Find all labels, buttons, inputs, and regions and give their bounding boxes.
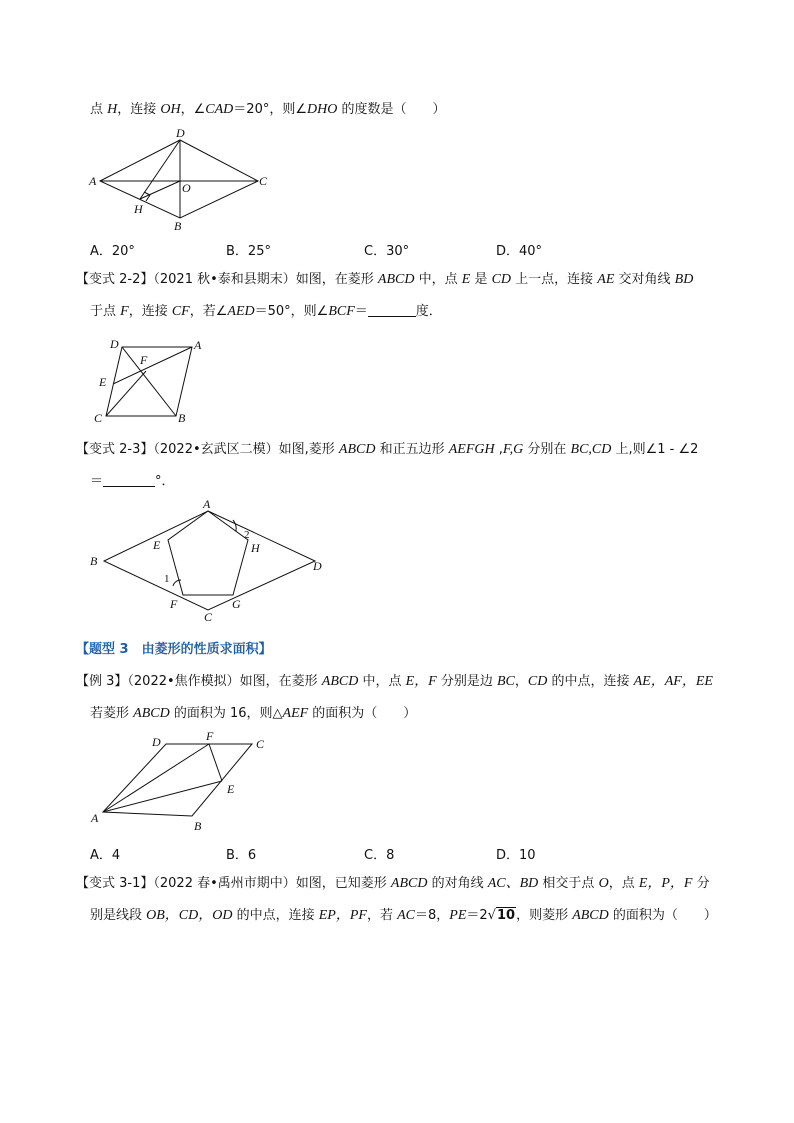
variant-2-3-line-2: ＝ °． (90, 474, 175, 489)
label-a: A (194, 338, 202, 352)
section-heading: 【题型 3 由菱形的性质求面积】 (76, 642, 272, 657)
label-d: D (152, 735, 161, 749)
label-g: G (232, 597, 241, 611)
question-text-line: 点 H，连接 OH，∠CAD＝20°，则∠DHO 的度数是（ ） (90, 102, 446, 117)
option-a: A．4 (90, 848, 121, 863)
label-c: C (94, 411, 103, 425)
variant-3-1-line-2: 别是线段 OB，CD，OD 的中点，连接 EP，PF，若 AC＝8，PE＝2√10，则菱形 ABCD 的面积为（ ） (90, 908, 717, 923)
segment-ae (103, 781, 222, 812)
label-e: E (227, 782, 235, 796)
segment-fe (209, 744, 222, 781)
example-3-line-2: 若菱形 ABCD 的面积为 16，则△AEF 的面积为（ ） (90, 706, 417, 721)
example-3-line-1: 【例 3】（2022•焦作模拟）如图，在菱形 ABCD 中，点 E，F 分别是边 BC，CD 的中点，连接 AE，AF，EE (76, 674, 713, 689)
label-d: D (313, 559, 322, 573)
option-b: B．6 (226, 848, 257, 863)
variant-2-3-line-1: 【变式 2-3】（2022•玄武区二模）如图,菱形 ABCD 和正五边形 AEFGH ,F,G 分别在 BC,CD 上,则∠1 - ∠2 (76, 442, 699, 457)
option-d: D．10 (496, 848, 536, 863)
label-d: D (176, 126, 185, 140)
variant-3-1-line-1: 【变式 3-1】（2022 春•禹州市期中）如图，已知菱形 ABCD 的对角线 AC、BD 相交于点 O，点 E，P，F 分 (76, 876, 710, 891)
sqrt-radicand: 10 (496, 908, 516, 923)
option-d: D．40° (496, 244, 543, 259)
label-b: B (194, 819, 202, 833)
label-b: B (90, 554, 98, 568)
label-angle-1: 1 (164, 573, 170, 585)
label-c: C (204, 610, 213, 624)
label-f: F (206, 729, 214, 743)
label-angle-2: 2 (244, 529, 250, 541)
label-b: B (174, 219, 182, 233)
rhombus-outline (103, 744, 252, 816)
label-f: F (140, 353, 148, 367)
variant-2-2-line-1: 【变式 2-2】（2021 秋•泰和县期末）如图，在菱形 ABCD 中，点 E 是 CD 上一点，连接 AE 交对角线 BD (76, 272, 694, 287)
option-c: C．30° (364, 244, 410, 259)
option-b: B．25° (226, 244, 271, 259)
label-e: E (99, 375, 107, 389)
option-c: C．8 (364, 848, 395, 863)
label-f: F (170, 597, 178, 611)
label-h: H (134, 202, 143, 216)
label-d: D (110, 337, 119, 351)
option-a: A．20° (90, 244, 135, 259)
label-b: B (178, 411, 186, 425)
label-c: C (259, 174, 268, 188)
label-o: O (182, 181, 191, 195)
label-h: H (251, 541, 260, 555)
label-a: A (203, 497, 211, 511)
label-a: A (91, 811, 99, 825)
variant-2-2-line-2: 于点 F，连接 CF，若∠AED＝50°，则∠BCF＝ 度． (90, 304, 442, 319)
label-a: A (89, 174, 97, 188)
label-e: E (153, 538, 161, 552)
label-c: C (256, 737, 265, 751)
